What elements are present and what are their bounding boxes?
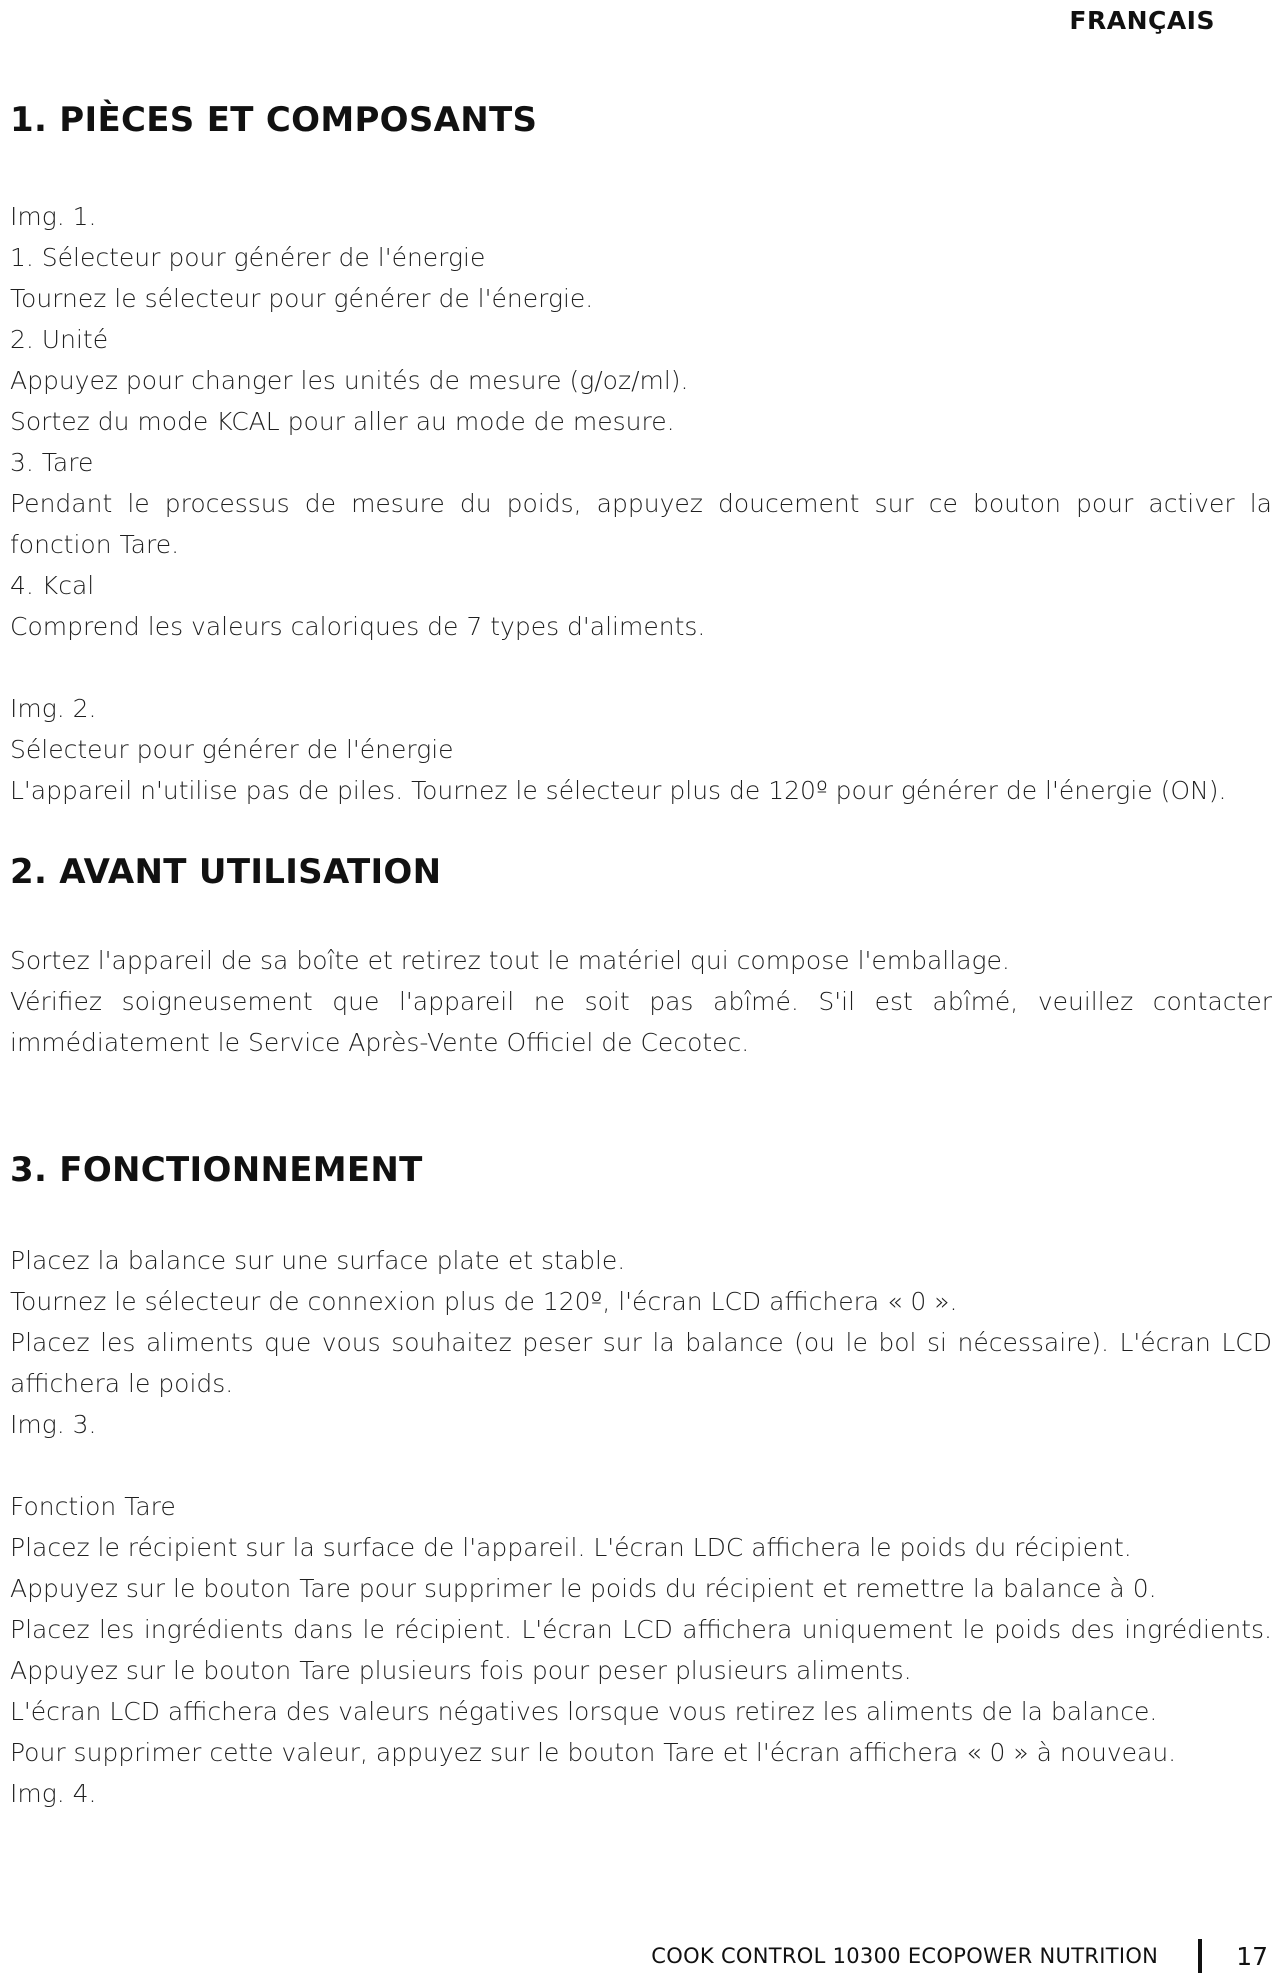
paragraph: Sélecteur pour générer de l'énergie — [10, 735, 454, 764]
paragraph: Pendant le processus de mesure du poids, appuyez doucement sur ce bouton pour activer la fonction Tare. — [10, 489, 1272, 559]
paragraph: Img. 1. — [10, 202, 97, 231]
section-title-parts: 1. PIÈCES ET COMPOSANTS — [10, 100, 538, 140]
paragraph: Img. 3. — [10, 1410, 97, 1439]
paragraph: 1. Sélecteur pour générer de l'énergie — [10, 243, 486, 272]
paragraph: Tournez le sélecteur de connexion plus de 120º, l'écran LCD affichera « 0 ». — [10, 1287, 958, 1316]
language-label: FRANÇAIS — [1069, 6, 1215, 35]
paragraph: Placez les aliments que vous souhaitez peser sur la balance (ou le bol si nécessaire). L'écran LCD affichera le poids. — [10, 1328, 1272, 1398]
paragraph: Appuyez sur le bouton Tare pour supprimer le poids du récipient et remettre la balance à 0. — [10, 1574, 1157, 1603]
paragraph: Appuyez pour changer les unités de mesure (g/oz/ml). — [10, 366, 689, 395]
section-title-before-use: 2. AVANT UTILISATION — [10, 852, 442, 892]
section-body-parts — [10, 196, 1272, 811]
paragraph: Placez le récipient sur la surface de l'appareil. L'écran LDC affichera le poids du récipient. — [10, 1533, 1132, 1562]
paragraph: Img. 4. — [10, 1779, 97, 1808]
paragraph: Placez les ingrédients dans le récipient. L'écran LCD affichera uniquement le poids des ingrédients. Appuyez sur le bouton Tare plusieurs fois pour peser plusieurs aliments. — [10, 1615, 1272, 1685]
section-title-operation: 3. FONCTIONNEMENT — [10, 1150, 423, 1190]
footer-divider — [1198, 1939, 1202, 1973]
footer-product-name: COOK CONTROL 10300 ECOPOWER NUTRITION — [651, 1944, 1159, 1968]
paragraph: 3. Tare — [10, 448, 94, 477]
paragraph: Fonction Tare — [10, 1492, 176, 1521]
paragraph: Vérifiez soigneusement que l'appareil ne soit pas abîmé. S'il est abîmé, veuillez contacter immédiatement le Service Après-Vente Officiel de Cecotec. — [10, 987, 1272, 1057]
spacer — [10, 647, 1272, 688]
paragraph: Sortez l'appareil de sa boîte et retirez tout le matériel qui compose l'emballage. — [10, 946, 1010, 975]
paragraph: 2. Unité — [10, 325, 109, 354]
paragraph: Img. 2. — [10, 694, 97, 723]
page-footer — [651, 1939, 1268, 1973]
page-number: 17 — [1236, 1941, 1268, 1971]
paragraph: L'appareil n'utilise pas de piles. Tournez le sélecteur plus de 120º pour générer de l'énergie (ON). — [10, 776, 1227, 805]
paragraph: Comprend les valeurs caloriques de 7 types d'aliments. — [10, 612, 706, 641]
paragraph: Placez la balance sur une surface plate et stable. — [10, 1246, 626, 1275]
section-body-operation — [10, 1240, 1272, 1814]
spacer — [10, 1445, 1272, 1486]
paragraph: 4. Kcal — [10, 571, 95, 600]
paragraph: L'écran LCD affichera des valeurs négatives lorsque vous retirez les aliments de la balance. — [10, 1697, 1158, 1726]
section-body-before-use — [10, 940, 1272, 1063]
paragraph: Sortez du mode KCAL pour aller au mode de mesure. — [10, 407, 675, 436]
paragraph: Tournez le sélecteur pour générer de l'énergie. — [10, 284, 594, 313]
paragraph: Pour supprimer cette valeur, appuyez sur le bouton Tare et l'écran affichera « 0 » à nouveau. — [10, 1738, 1177, 1767]
